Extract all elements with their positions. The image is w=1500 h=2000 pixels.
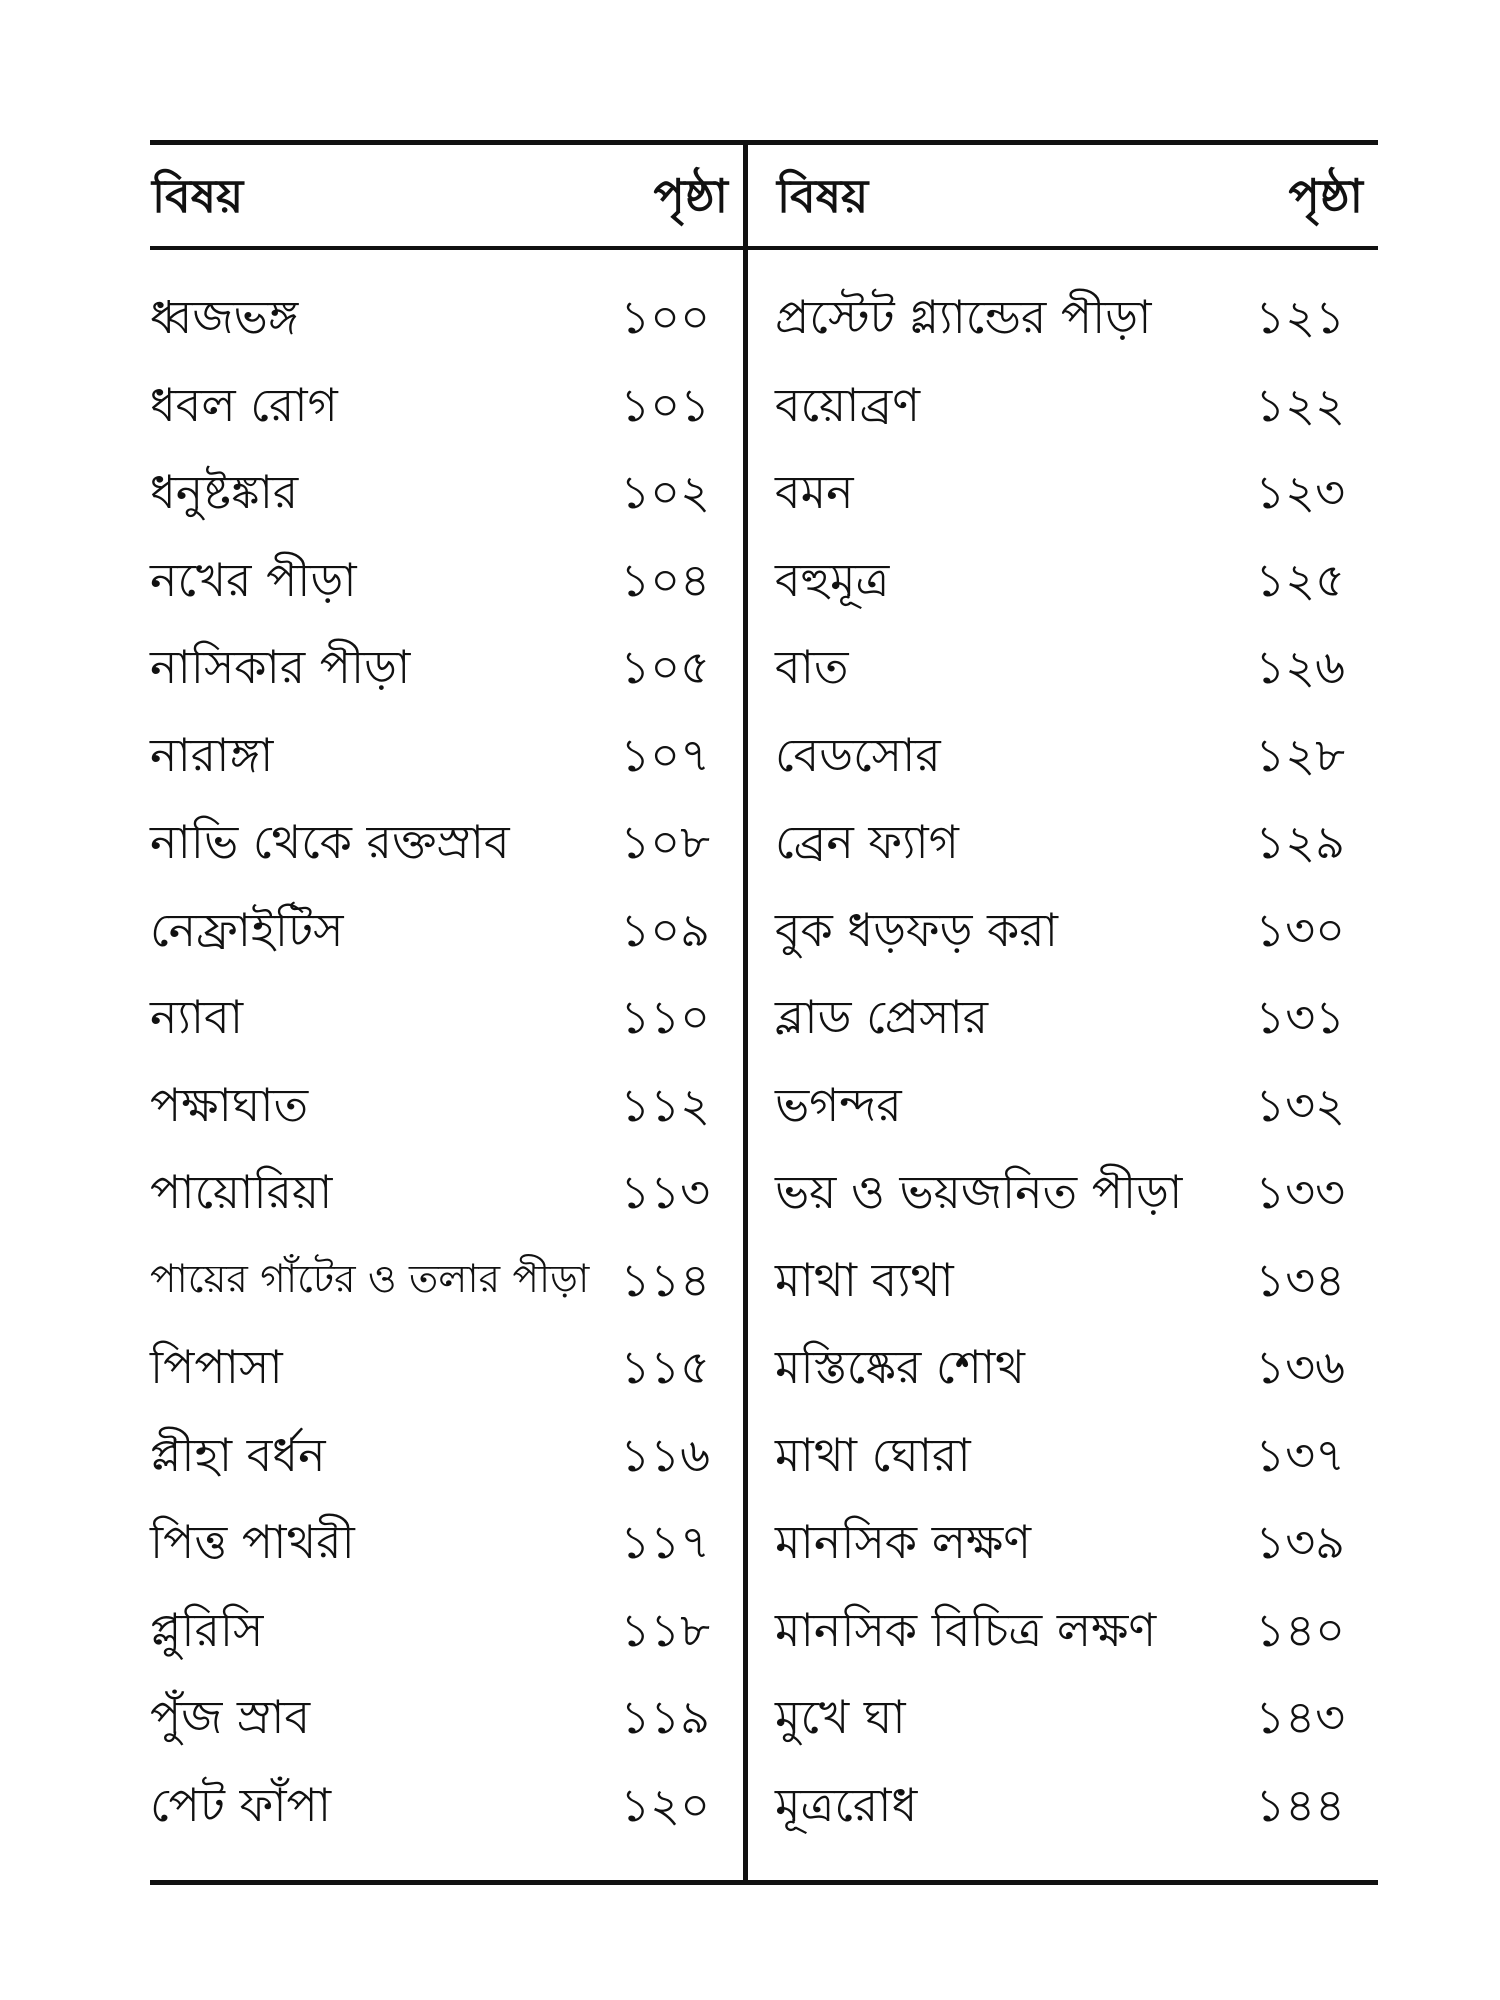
entry-page-number: ১০৭ (620, 727, 710, 782)
entry-subject: পেট ফাঁপা (150, 1777, 332, 1832)
entry-page-number: ১১৯ (620, 1690, 710, 1744)
entry-page-number: ১১৭ (620, 1515, 710, 1569)
entry-subject: বমন (775, 465, 854, 519)
entry-subject: পক্ষাঘাত (150, 1077, 309, 1132)
index-entry (775, 1507, 1365, 1595)
entry-subject: নাসিকার পীড়া (150, 640, 411, 694)
subject-heading: বিষয় (152, 169, 244, 223)
entry-subject: ভয় ও ভয়জনিত পীড়া (775, 1165, 1183, 1219)
entry-page-number: ১৩২ (1255, 1077, 1345, 1132)
entry-page-number: ১০২ (620, 465, 710, 519)
index-entry (150, 1507, 730, 1595)
index-entry (150, 457, 730, 545)
entry-page-number: ১১৬ (620, 1427, 710, 1482)
entry-subject: পায়ের গাঁটের ও তলার পীড়া (150, 1256, 590, 1302)
index-entry (775, 1595, 1365, 1683)
entry-subject: বয়োব্রণ (775, 377, 921, 432)
entry-page-number: ১২২ (1255, 377, 1345, 432)
index-entry (775, 1682, 1365, 1770)
entry-page-number: ১০৯ (620, 902, 710, 957)
entry-subject: ব্রেন ফ্যাগ (775, 815, 959, 869)
page-heading: পৃষ্ঠা (1288, 169, 1363, 223)
entry-subject: প্লীহা বর্ধন (150, 1427, 326, 1482)
entry-subject: নেফ্রাইটিস (150, 902, 344, 957)
entry-subject: পুঁজ স্রাব (150, 1690, 311, 1744)
entry-subject: নারাঙ্গা (150, 727, 274, 782)
entry-subject: মস্তিষ্কের শোথ (775, 1340, 1025, 1394)
left-column-header (150, 162, 730, 232)
index-entry (150, 1245, 730, 1333)
index-entry (775, 895, 1365, 983)
entry-subject: মুখে ঘা (775, 1690, 906, 1744)
entry-subject: ভগন্দর (775, 1077, 902, 1132)
entry-page-number: ১৪৪ (1255, 1777, 1345, 1832)
entry-page-number: ১১৪ (620, 1252, 710, 1307)
index-entry (775, 457, 1365, 545)
index-entry (150, 1595, 730, 1683)
entry-subject: মানসিক বিচিত্র লক্ষণ (775, 1602, 1157, 1657)
index-entry (775, 1245, 1365, 1333)
entry-page-number: ১২৮ (1255, 727, 1345, 782)
entry-page-number: ১৩১ (1255, 990, 1345, 1044)
right-column-header (775, 162, 1365, 232)
index-entry (775, 1070, 1365, 1158)
index-table (150, 140, 1378, 1886)
index-entry (775, 1332, 1365, 1420)
index-entry (775, 545, 1365, 633)
subject-heading: বিষয় (777, 169, 869, 223)
left-entry-list (150, 282, 730, 1857)
entry-page-number: ১১৮ (620, 1602, 710, 1657)
index-entry (150, 807, 730, 895)
entry-page-number: ১০০ (620, 290, 710, 344)
left-column (150, 140, 730, 1880)
entry-page-number: ১২৬ (1255, 640, 1345, 694)
entry-page-number: ১২০ (620, 1777, 710, 1832)
entry-page-number: ১৪৩ (1255, 1690, 1345, 1744)
entry-page-number: ১৩৯ (1255, 1515, 1345, 1569)
entry-subject: পিত্ত পাথরী (150, 1515, 355, 1569)
entry-subject: বাত (775, 640, 849, 694)
entry-page-number: ১২১ (1255, 290, 1345, 344)
entry-subject: ধবল রোগ (150, 377, 338, 432)
entry-subject: নখের পীড়া (150, 552, 357, 607)
entry-page-number: ১০১ (620, 377, 710, 432)
bottom-rule (150, 1880, 1378, 1885)
entry-page-number: ১১৫ (620, 1340, 710, 1394)
index-entry (150, 282, 730, 370)
entry-subject: বেডসোর (775, 727, 941, 782)
index-entry (150, 1332, 730, 1420)
entry-page-number: ১১২ (620, 1077, 710, 1132)
column-divider (743, 140, 748, 1885)
index-entry (150, 982, 730, 1070)
index-entry (150, 1157, 730, 1245)
entry-subject: মূত্ররোধ (775, 1777, 918, 1832)
entry-subject: মাথা ঘোরা (775, 1427, 971, 1482)
entry-page-number: ১৩০ (1255, 902, 1345, 957)
index-entry (775, 370, 1365, 458)
index-entry (150, 370, 730, 458)
index-entry (150, 545, 730, 633)
index-entry (775, 720, 1365, 808)
entry-subject: বহুমূত্র (775, 552, 890, 607)
index-entry (150, 895, 730, 983)
entry-page-number: ১২৫ (1255, 552, 1345, 607)
entry-page-number: ১০৮ (620, 815, 710, 869)
entry-page-number: ১৩৬ (1255, 1340, 1345, 1394)
entry-subject: পায়োরিয়া (150, 1165, 333, 1219)
entry-page-number: ১৩৪ (1255, 1252, 1345, 1307)
entry-page-number: ১০৫ (620, 640, 710, 694)
index-entry (775, 1420, 1365, 1508)
entry-subject: ব্লাড প্রেসার (775, 990, 989, 1044)
entry-subject: প্লুরিসি (150, 1602, 264, 1657)
index-entry (775, 807, 1365, 895)
entry-subject: পিপাসা (150, 1340, 283, 1394)
right-entry-list (775, 282, 1365, 1857)
entry-subject: মানসিক লক্ষণ (775, 1515, 1032, 1569)
entry-subject: ধনুষ্টঙ্কার (150, 465, 299, 519)
page-heading: পৃষ্ঠা (653, 169, 728, 223)
entry-page-number: ১০৪ (620, 552, 710, 607)
entry-subject: ন্যাবা (150, 990, 244, 1044)
entry-subject: বুক ধড়ফড় করা (775, 902, 1058, 957)
entry-page-number: ১৪০ (1255, 1602, 1345, 1657)
entry-page-number: ১২৩ (1255, 465, 1345, 519)
right-column (775, 140, 1365, 1880)
index-entry (150, 1770, 730, 1858)
index-entry (150, 632, 730, 720)
entry-page-number: ১১০ (620, 990, 710, 1044)
index-entry (775, 1157, 1365, 1245)
entry-page-number: ১২৯ (1255, 815, 1345, 869)
entry-page-number: ১৩৭ (1255, 1427, 1345, 1482)
index-entry (150, 1682, 730, 1770)
index-entry (775, 632, 1365, 720)
index-entry (150, 720, 730, 808)
entry-page-number: ১১৩ (620, 1165, 710, 1219)
index-entry (775, 282, 1365, 370)
entry-page-number: ১৩৩ (1255, 1165, 1345, 1219)
index-entry (150, 1070, 730, 1158)
entry-subject: মাথা ব্যথা (775, 1252, 954, 1307)
index-entry (775, 982, 1365, 1070)
index-entry (775, 1770, 1365, 1858)
entry-subject: প্রস্টেট গ্ল্যান্ডের পীড়া (775, 290, 1152, 344)
index-entry (150, 1420, 730, 1508)
entry-subject: নাভি থেকে রক্তস্রাব (150, 815, 510, 869)
entry-subject: ধ্বজভঙ্গ (150, 290, 299, 344)
